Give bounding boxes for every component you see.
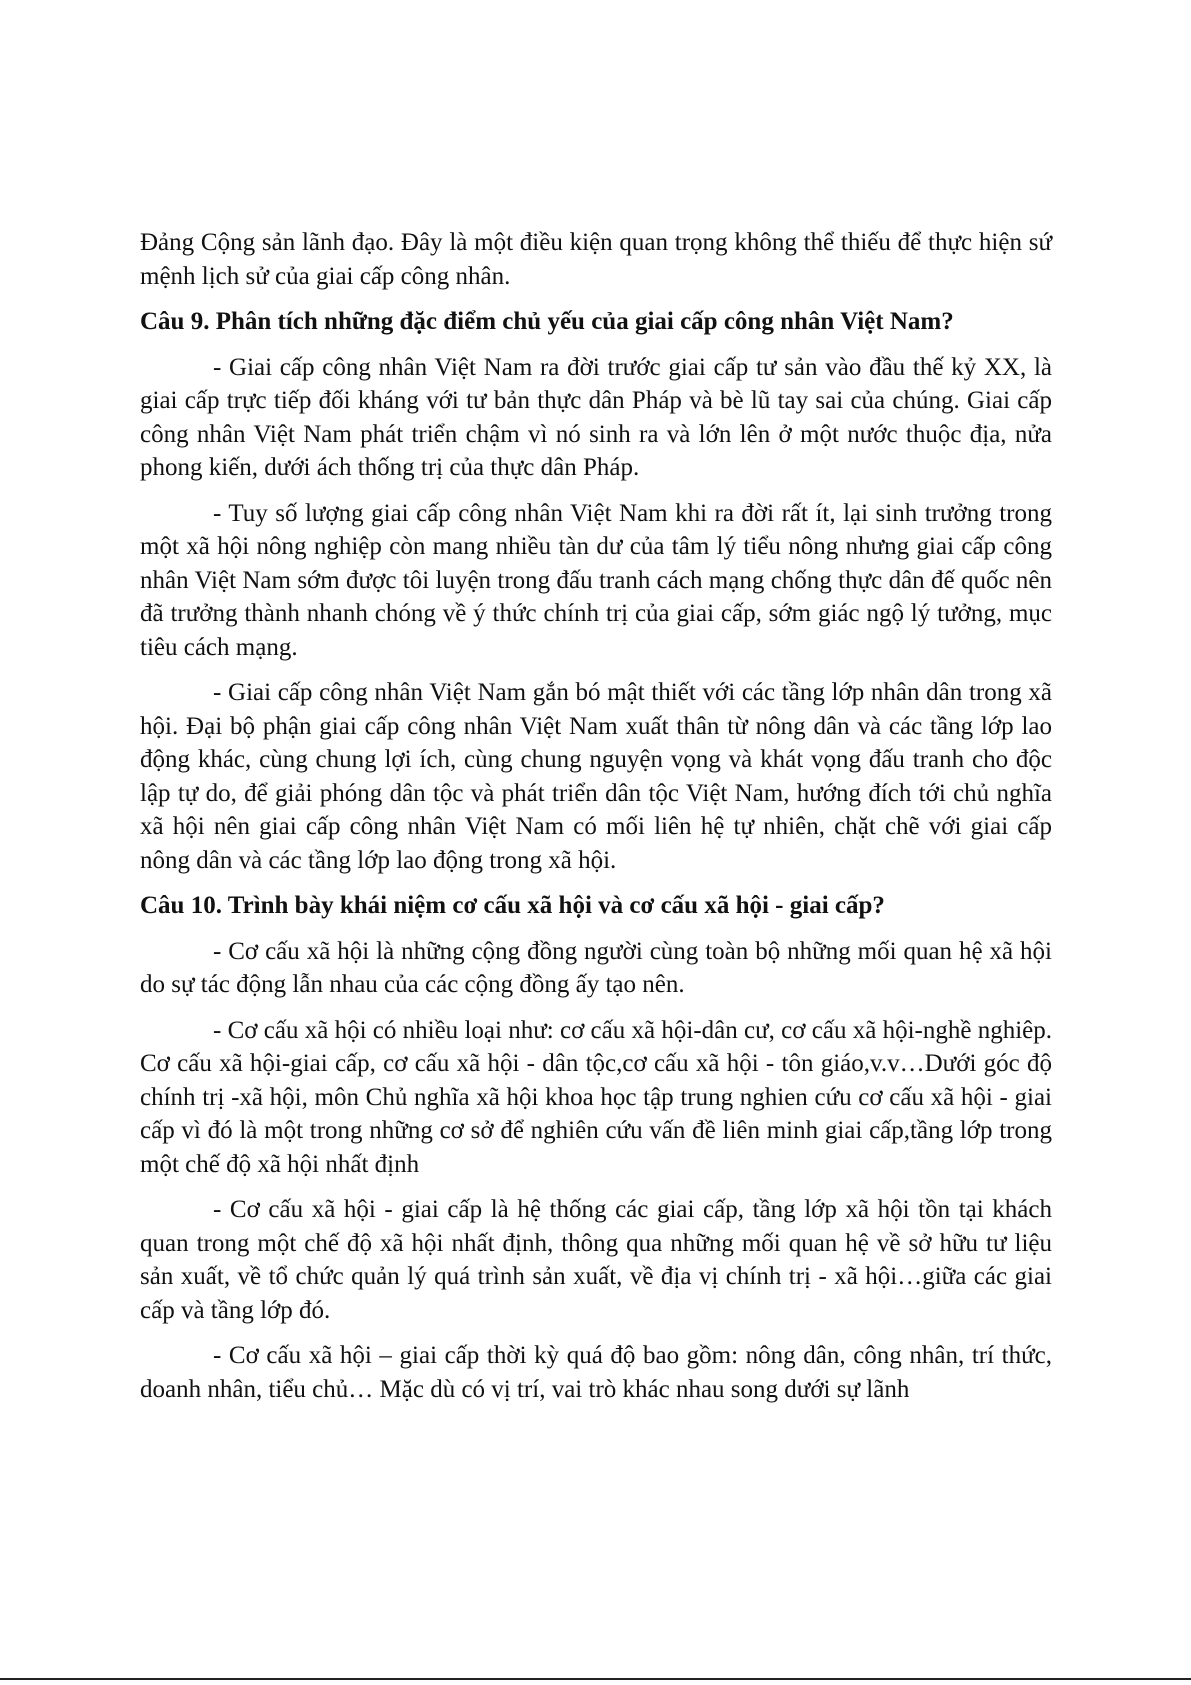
section-question-10 xyxy=(140,889,1052,1406)
question-10-paragraph-1: - Cơ cấu xã hội là những cộng đồng người cùng toàn bộ những mối quan hệ xã hội do sự tác động lẫn nhau của các cộng đồng ấy tạo nên. xyxy=(140,937,1052,998)
question-10-paragraph-2: - Cơ cấu xã hội có nhiều loại như: cơ cấu xã hội-dân cư, cơ cấu xã hội-nghề nghiêp. Cơ cấu xã hội-giai cấp, cơ cấu xã hội - dân tộc,cơ cấu xã hội - tôn giáo,v.v…Dưới góc độ chính trị -xã hội, môn Chủ nghĩa xã hội khoa học tập trung nghien cứu cơ cấu xã hội - giai cấp vì đó là một trong những cơ sở để nghiên cứu vấn đề liên minh giai cấp,tầng lớp trong một chế độ xã hội nhất định xyxy=(140,1016,1052,1178)
intro-paragraph: Đảng Cộng sản lãnh đạo. Đây là một điều kiện quan trọng không thể thiếu để thực hiện sứ mệnh lịch sử của giai cấp công nhân. xyxy=(140,229,1052,290)
document-page xyxy=(140,226,1052,1418)
question-9-paragraph-2: - Tuy số lượng giai cấp công nhân Việt Nam khi ra đời rất ít, lại sinh trưởng trong một xã hội nông nghiệp còn mang nhiều tàn dư của tâm lý tiểu nông nhưng giai cấp công nhân Việt Nam sớm được tôi luyện trong đấu tranh cách mạng chống thực dân đế quốc nên đã trưởng thành nhanh chóng về ý thức chính trị của giai cấp, sớm giác ngộ lý tưởng, mục tiêu cách mạng. xyxy=(140,499,1052,661)
question-9-paragraph-1: - Giai cấp công nhân Việt Nam ra đời trước giai cấp tư sản vào đầu thế kỷ XX, là giai cấp trực tiếp đối kháng với tư bản thực dân Pháp và bè lũ tay sai của chúng. Giai cấp công nhân Việt Nam phát triển chậm vì nó sinh ra và lớn lên ở một nước thuộc địa, nửa phong kiến, dưới ách thống trị của thực dân Pháp. xyxy=(140,353,1052,481)
page-bottom-divider xyxy=(0,1678,1191,1680)
question-9-paragraph-3: - Giai cấp công nhân Việt Nam gắn bó mật thiết với các tầng lớp nhân dân trong xã hội. Đại bộ phận giai cấp công nhân Việt Nam xuất thân từ nông dân và các tầng lớp lao động khác, cùng chung lợi ích, cùng chung nguyện vọng và khát vọng đấu tranh cho độc lập tự do, để giải phóng dân tộc và phát triển dân tộc Việt Nam, hướng đích tới chủ nghĩa xã hội nên giai cấp công nhân Việt Nam có mối liên hệ tự nhiên, chặt chẽ với giai cấp nông dân và các tầng lớp lao động trong xã hội. xyxy=(140,679,1052,874)
question-10-heading: Câu 10. Trình bày khái niệm cơ cấu xã hội và cơ cấu xã hội - giai cấp? xyxy=(140,892,885,919)
question-9-heading: Câu 9. Phân tích những đặc điểm chủ yếu của giai cấp công nhân Việt Nam? xyxy=(140,308,954,335)
question-10-paragraph-3: - Cơ cấu xã hội - giai cấp là hệ thống các giai cấp, tầng lớp xã hội tồn tại khách quan trong một chế độ xã hội nhất định, thông qua những mối quan hệ về sở hữu tư liệu sản xuất, về tổ chức quản lý quá trình sản xuất, về địa vị chính trị - xã hội…giữa các giai cấp và tầng lớp đó. xyxy=(140,1196,1052,1324)
section-question-9 xyxy=(140,305,1052,877)
question-10-paragraph-4: - Cơ cấu xã hội – giai cấp thời kỳ quá độ bao gồm: nông dân, công nhân, trí thức, doanh nhân, tiểu chủ… Mặc dù có vị trí, vai trò khác nhau song dưới sự lãnh xyxy=(140,1342,1052,1403)
